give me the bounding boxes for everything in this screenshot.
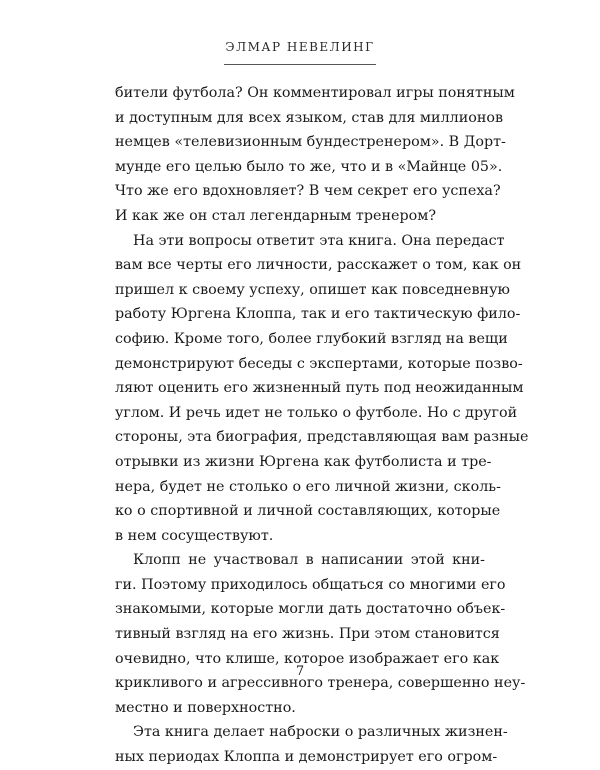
text-line: Что же его вдохновляет? В чем секрет его успеха? bbox=[115, 183, 501, 200]
text-line: и доступным для всех языком, став для миллионов bbox=[115, 109, 504, 126]
text-line: в нем сосуществуют. bbox=[115, 527, 274, 544]
text-line: бители футбола? Он комментировал игры понятным bbox=[115, 85, 515, 101]
text-line: На эти вопросы ответит эта книга. Она передаст bbox=[133, 232, 505, 249]
text-line: ги. Поэтому приходилось общаться со многими его bbox=[115, 576, 506, 593]
paragraph-line bbox=[115, 548, 526, 720]
text-line: нера, будет не столько о его личной жизни, сколь- bbox=[115, 478, 501, 495]
text-line: очевидно, что клише, которое изображает его как bbox=[115, 650, 500, 667]
page-number: 7 bbox=[295, 664, 305, 679]
paragraph-4 bbox=[115, 720, 508, 769]
text-line: Клопп не участвовал в написании этой кни- bbox=[133, 552, 485, 569]
text-line: софию. Кроме того, более глубокий взгляд на вещи bbox=[115, 330, 508, 347]
header-rule bbox=[224, 64, 376, 65]
text-line: крикливого и агрессивного тренера, совершенно неу- bbox=[115, 675, 526, 692]
text-line: стороны, эта биография, представляющая вам разные bbox=[115, 429, 529, 446]
running-head: ЭЛМАР НЕВЕЛИНГ bbox=[225, 40, 375, 54]
text-line: ко о спортивной и личной составляющих, которые bbox=[115, 503, 501, 520]
text-line: немцев «телевизионным бундестренером». В Дорт- bbox=[115, 134, 506, 151]
paragraph-line bbox=[115, 229, 529, 549]
text-line: отрывки из жизни Юргена как футболиста и тре- bbox=[115, 453, 492, 470]
text-line: мунде его целью было то же, что и в «Майнце 05». bbox=[115, 158, 503, 175]
text-line: ляют оценить его жизненный путь под неожиданным bbox=[115, 380, 524, 397]
text-line: местно и поверхностно. bbox=[115, 699, 296, 716]
paragraph-line bbox=[115, 720, 508, 769]
text-line: знакомыми, которые могли дать достаточно объек- bbox=[115, 601, 506, 618]
text-line: Эта книга делает наброски о различных жизнен- bbox=[133, 724, 508, 741]
text-line: демонстрируют беседы с экспертами, которые позво- bbox=[115, 355, 523, 372]
text-line: углом. И речь идет не только о футболе. Но с другой bbox=[115, 404, 518, 421]
text-line: вам все черты его личности, расскажет о том, как он bbox=[115, 257, 522, 274]
paragraph-3 bbox=[115, 548, 526, 720]
paragraph-line bbox=[115, 81, 515, 229]
text-line: ных периодах Клоппа и демонстрирует его огром- bbox=[115, 749, 498, 766]
paragraph-1 bbox=[115, 81, 515, 229]
paragraph-2 bbox=[115, 229, 529, 549]
text-line: работу Юргена Клоппа, так и его тактическую фило- bbox=[115, 306, 521, 323]
text-line: И как же он стал легендарным тренером? bbox=[115, 207, 436, 224]
text-line: пришел к своему успеху, опишет как повседневную bbox=[115, 281, 510, 298]
text-line: тивный взгляд на его жизнь. При этом становится bbox=[115, 626, 500, 643]
